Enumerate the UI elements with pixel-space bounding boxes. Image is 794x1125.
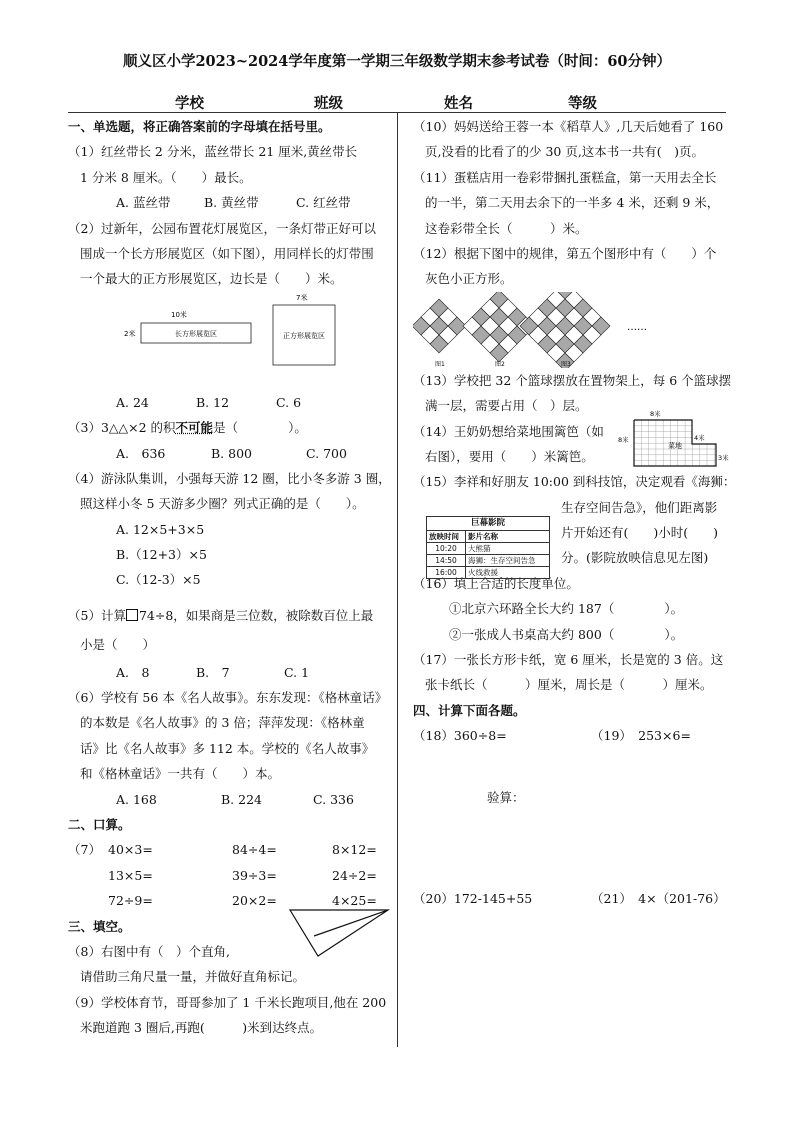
section-4-heading: 四、计算下面各题。: [413, 702, 526, 718]
q15-line3: 片开始还有( )小时( ): [561, 525, 719, 541]
q6-line3: 话》比《名人故事》多 112 本。学校的《名人故事》: [80, 740, 375, 756]
section-2-heading: 二、口算。: [68, 816, 131, 832]
q14-inner-label: 4米: [694, 434, 705, 442]
cinema-time: 16:00: [427, 567, 466, 578]
q6-option-b[interactable]: B. 224: [221, 791, 262, 807]
cinema-header-time: 放映时间: [427, 531, 466, 542]
q14-top-label: 8米: [650, 410, 661, 418]
cinema-header-film: 影片名称: [468, 532, 498, 541]
q3-option-b[interactable]: B. 800: [211, 445, 252, 461]
q2-square-top-label: 7米: [296, 293, 308, 302]
blank-box-icon: [126, 609, 138, 621]
q6-options: [68, 787, 390, 812]
q14-garden-label: 菜地: [668, 442, 682, 450]
q2-figure: [68, 292, 390, 390]
q5-pre: （5）计算: [68, 607, 126, 623]
grade-label: 等级: [568, 95, 597, 112]
q8-line1: （8）右图中有（ ）个直角,: [68, 943, 230, 959]
cinema-row: [427, 542, 549, 554]
q8-inner-line: [314, 910, 388, 936]
q2-options: [68, 390, 390, 415]
q1-option-c[interactable]: C. 红丝带: [296, 195, 351, 211]
q11-line1: （11）蛋糕店用一卷彩带捆扎蛋糕盒，第一天用去全长: [413, 169, 717, 185]
cinema-film: 海狮：生存空间告急: [468, 556, 536, 565]
q7-item: 8×12=: [332, 842, 377, 858]
class-label: 班级: [314, 95, 343, 112]
q19: （19） 253×6=: [591, 728, 691, 744]
q14-line1: （14）王奶奶想给菜地围篱笆（如: [413, 423, 604, 439]
q3-post: 是（ ）。: [213, 420, 307, 436]
q5-post: 74÷8，如果商是三位数，被除数百位上最: [138, 607, 374, 623]
left-column: [68, 114, 390, 1041]
q7-row-2: [68, 863, 390, 888]
q4-option-a[interactable]: A. 12×5+3×5: [116, 521, 205, 537]
q12-figure-caption: 图2: [495, 360, 505, 368]
q11-line2: 的一半，第二天用去余下的一半多 4 米，还剩 9 米，: [425, 195, 720, 211]
page-title: 顺义区小学2023~2024学年度第一学期三年级数学期末参考试卷（时间：60分钟）: [122, 53, 672, 70]
q16-line2: ①北京六环路全长大约 187（ ）。: [449, 601, 684, 617]
q2-option-b[interactable]: B. 12: [196, 394, 230, 410]
q6-line1: （6）学校有 56 本《名人故事》。东东发现：《格林童话》: [68, 690, 388, 706]
q12-figure-caption: 图1: [435, 360, 445, 368]
q7-item: 40×3=: [108, 842, 153, 858]
q7-item: 24÷2=: [332, 867, 377, 883]
q2-line2: 围成一个长方形展览区（如下图），用同样长的灯带围: [80, 245, 374, 261]
q20: （20）172-145+55: [413, 891, 533, 906]
q17-line1: （17）一张长方形卡纸，宽 6 厘米，长是宽的 3 倍。这: [413, 652, 724, 668]
q8-triangle-figure: [288, 906, 392, 958]
q9-line1: （9）学校体育节，哥哥参加了 1 千米长跑项目,他在 200: [68, 994, 387, 1010]
q1-option-a[interactable]: A. 蓝丝带: [116, 195, 171, 211]
q7-item: 39÷3=: [232, 867, 277, 883]
q2-option-c[interactable]: C. 6: [276, 394, 302, 410]
column-divider: [397, 112, 398, 1047]
q12-line2: 灰色小正方形。: [425, 271, 513, 287]
q6-option-a[interactable]: A. 168: [116, 791, 157, 807]
q5-options: [68, 660, 390, 685]
q12-figure-caption: 图3: [561, 360, 571, 368]
q7-row-1: [68, 837, 390, 862]
q3-option-c[interactable]: C. 700: [306, 445, 347, 461]
cinema-film: 大熊猫: [468, 544, 491, 553]
cinema-time: 14:50: [427, 555, 466, 566]
q5-option-a[interactable]: A. 8: [116, 664, 150, 680]
q6-line4: 和《格林童话》一共有（ ）本。: [80, 766, 281, 782]
q4-option-c[interactable]: C.（12-3）×5: [116, 572, 201, 588]
q1-line1: （1）红丝带长 2 分米，蓝丝带长 21 厘米,黄丝带长: [68, 144, 358, 160]
q5-option-b[interactable]: B. 7: [196, 664, 230, 680]
q2-rect-top-label: 10米: [171, 310, 187, 319]
q16-line1: （16）填上合适的长度单位。: [413, 575, 579, 591]
q12-figure-3: [520, 292, 610, 368]
cinema-title: 巨幕影院: [470, 518, 505, 528]
q12-more-ellipsis: ……: [627, 321, 647, 333]
q12-line1: （12）根据下图中的规律，第五个图形中有（ ）个: [413, 245, 717, 261]
q5-line2: 小是（ ）: [80, 637, 156, 653]
q6-option-c[interactable]: C. 336: [313, 791, 354, 807]
q1-option-b[interactable]: B. 黄丝带: [204, 195, 259, 211]
section-1-heading: 一、单选题，将正确答案前的字母填在括号里。: [68, 119, 331, 134]
q5-option-c[interactable]: C. 1: [284, 664, 310, 680]
q12-figure: [413, 292, 731, 368]
q15-line4: 分。(影院放映信息见左图): [561, 550, 709, 566]
cinema-film: 火线救援: [468, 568, 498, 577]
cinema-row: [427, 554, 549, 566]
school-label: 学校: [175, 95, 204, 112]
q6-line2: 的本数是《名人故事》的 3 倍；萍萍发现：《格林童: [80, 715, 365, 731]
q18: （18）360÷8=: [413, 728, 507, 744]
calc-row-1: [413, 723, 731, 748]
q16-line3: ②一张成人书桌高大约 800（ ）。: [449, 626, 684, 642]
q1-options: [68, 190, 390, 215]
q13-line2: 满一层，需要占用（ ）层。: [425, 398, 588, 414]
q13-line1: （13）学校把 32 个篮球摆放在置物架上，每 6 个篮球摆: [413, 372, 732, 388]
q2-rect-label: 长方形展览区: [175, 329, 217, 338]
q4-line1: （4）游泳队集训，小强每天游 12 圈，比小冬多游 3 圈，: [68, 470, 391, 486]
q8-line2: 请借助三角尺量一量，并做好直角标记。: [80, 969, 306, 985]
cinema-header-row: [427, 530, 549, 542]
q3-pre: （3）3△△×2 的积: [68, 420, 176, 436]
q17-line2: 张卡纸长（ ）厘米，周长是（ ）厘米。: [425, 677, 713, 693]
check-label: 验算：: [487, 790, 525, 805]
q7-label: （7）: [68, 842, 101, 858]
name-label: 姓名: [444, 95, 473, 112]
q15-line1: （15）李祥和好朋友 10:00 到科技馆，决定观看《海狮：: [413, 474, 736, 490]
q5-line1: [68, 603, 390, 628]
q7-item: 4×25=: [332, 893, 377, 909]
cinema-time: 10:20: [427, 543, 466, 554]
q4-option-b[interactable]: B.（12+3）×5: [116, 547, 207, 563]
q8-triangle: [290, 910, 388, 956]
q9-line2: 米跑道跑 3 圈后,再跑( )米到达终点。: [80, 1020, 323, 1036]
q2-line1: （2）过新年，公园布置花灯展览区，一条灯带正好可以: [68, 220, 376, 236]
cinema-row: [427, 566, 549, 578]
q21: （21） 4×（201-76）: [591, 891, 726, 906]
q7-item: 72÷9=: [108, 893, 153, 909]
q12-figure-1: [413, 299, 466, 353]
q11-line3: 这卷彩带全长（ ）米。: [425, 220, 588, 236]
q7-item: 20×2=: [232, 893, 277, 909]
q1-line2: 1 分米 8 厘米。（ ）最长。: [80, 169, 252, 185]
section-3-heading: 三、填空。: [68, 918, 131, 934]
q7-item: 84÷4=: [232, 842, 277, 858]
q10-line1: （10）妈妈送给王蓉一本《稻草人》,几天后她看了 160: [413, 119, 724, 134]
q3-line: [68, 415, 390, 440]
q7-item: 13×5=: [108, 867, 153, 883]
q3-option-a[interactable]: A. 636: [116, 445, 166, 461]
q10-line2: 页,没看的比看了的少 30 页,这本书一共有( )页。: [425, 144, 705, 160]
q2-square-label: 正方形展览区: [283, 331, 325, 340]
q14-garden-figure: [610, 408, 734, 470]
q15-line2: 生存空间告急》，他们距离影: [561, 499, 718, 515]
q2-rect-left-label: 2米: [124, 329, 136, 338]
q2-line3: 一个最大的正方形展览区，边长是（ ）米。: [80, 271, 343, 287]
q14-right-label: 3米: [718, 454, 729, 462]
q3-options: [68, 441, 390, 466]
q4-line2: 照这样小冬 5 天游多少圈？列式正确的是（ ）。: [80, 496, 365, 512]
q3-emphasis: 不可能: [175, 420, 214, 436]
q2-option-a[interactable]: A. 24: [116, 394, 149, 410]
q14-line2: 右图），要用（ ）米篱笆。: [425, 448, 594, 464]
q14-left-label: 8米: [618, 436, 629, 444]
cinema-schedule-table: [426, 516, 550, 579]
